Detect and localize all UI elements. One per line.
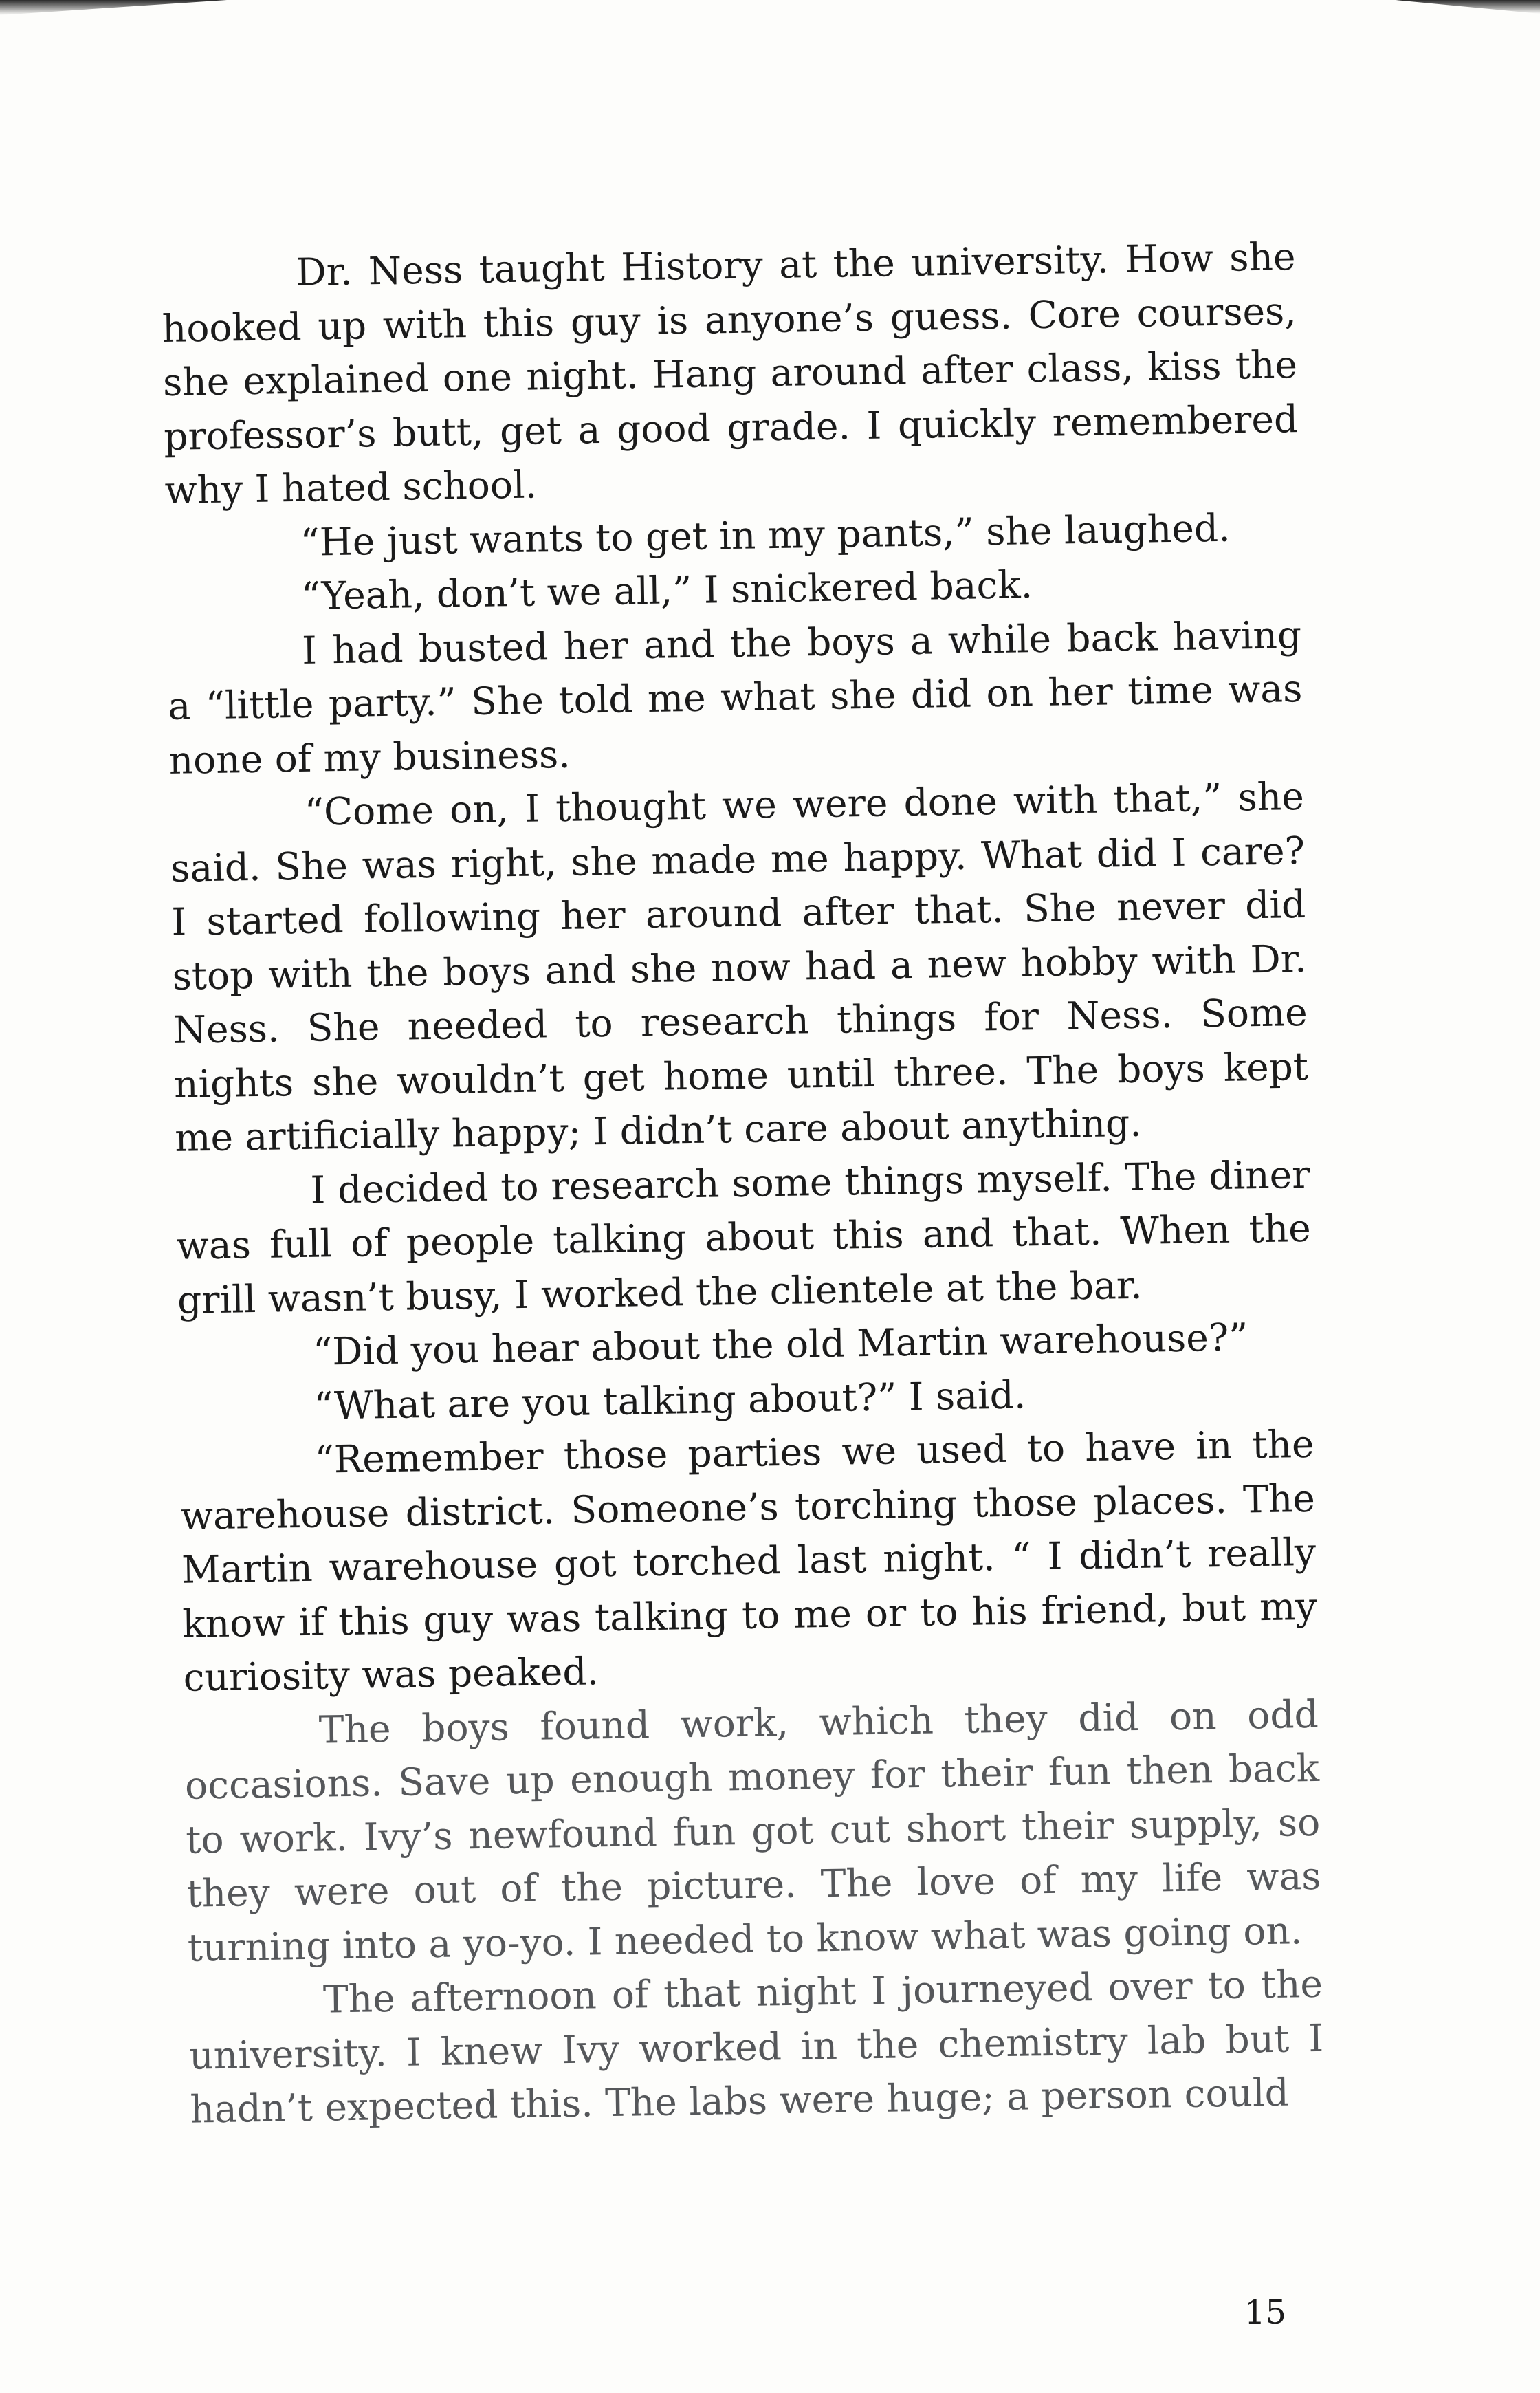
- paragraph-5: “Come on, I thought we were done with that,” she said. She was right, she made me happy. What did I care? I started following her around after that. She never did stop with the boys and she now had a new hobby with Dr. Ness. She needed to research things for Ness. Some nights she wouldn’t get home until three. The boys kept me artificially happy; I didn’t care about anything.: [170, 774, 1309, 1160]
- paragraph-4: I had busted her and the boys a while back having a “little party.” She told me what she did on her time was none of my business.: [167, 612, 1303, 783]
- page-edge-shadow-right: [1396, 0, 1540, 14]
- paragraph-3: “Yeah, don’t we all,” I snickered back.: [300, 562, 1033, 618]
- body-text: [161, 230, 1325, 2137]
- paragraph-6: I decided to research some things myself. The diner was full of people talking about this and that. When the grill wasn’t busy, I worked the clientele at the bar.: [176, 1152, 1312, 1322]
- page-edge-shadow-left: [0, 0, 227, 15]
- paragraph-2: “He just wants to get in my pants,” she laughed.: [300, 505, 1231, 565]
- paragraph-8: “What are you talking about?” I said.: [313, 1372, 1026, 1428]
- paragraph-7: “Did you hear about the old Martin warehouse?”: [312, 1315, 1248, 1374]
- paragraph-11: The afternoon of that night I journeyed over to the university. I knew Ivy worked in the chemistry lab but I hadn’t expected this. The labs were huge; a person could: [188, 1961, 1324, 2132]
- paragraph-9: “Remember those parties we used to have in the warehouse district. Someone’s torching those places. The Martin warehouse got torched last night. “ I didn’t really know if this guy was talking to me or to his friend, but my curiosity was peaked.: [180, 1421, 1317, 1700]
- paragraph-10: The boys found work, which they did on odd occasions. Save up enough money for their fun then back to work. Ivy’s newfound fun got cut short their supply, so they were out of the picture. The love of my life was turning into a yo-yo. I needed to know what was going on.: [184, 1692, 1321, 1970]
- page-number: 15: [1244, 2293, 1287, 2332]
- paragraph-1: Dr. Ness taught History at the university. How she hooked up with this guy is anyone’s guess. Core courses, she explained one night. Hang around after class, kiss the professor’s butt, get a good grade. I quickly remembered why I hated school.: [162, 234, 1299, 512]
